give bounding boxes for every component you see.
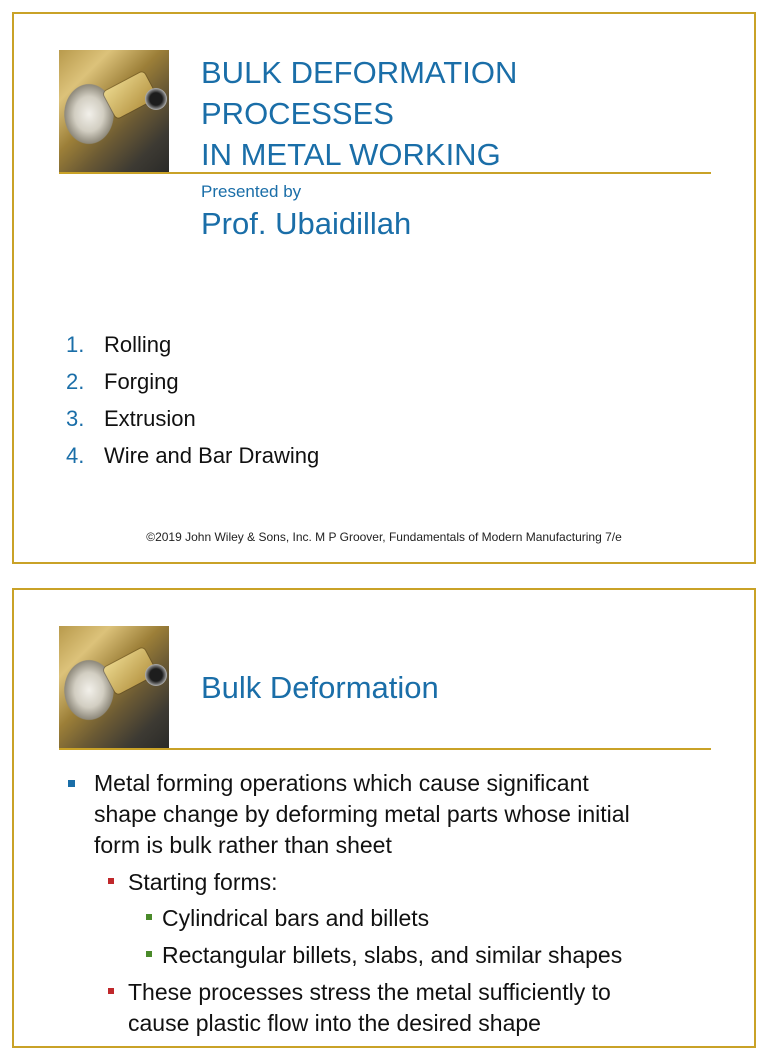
list-number: 2. <box>66 369 85 394</box>
slide-2-title: Bulk Deformation <box>201 670 439 705</box>
title-line: PROCESSES <box>201 96 394 131</box>
list-item <box>66 369 319 406</box>
title-line: BULK DEFORMATION <box>201 55 518 90</box>
title-line: IN METAL WORKING <box>201 137 501 172</box>
sub-bullet-text: These processes stress the metal sufficiently to <box>128 979 611 1005</box>
bullet-square-icon <box>68 780 75 787</box>
list-text: Rolling <box>104 332 172 357</box>
sub-bullet-text: Starting forms: <box>128 869 278 895</box>
title-divider <box>59 172 711 174</box>
slide-1-title <box>201 52 517 175</box>
bullet-text: Metal forming operations which cause significant <box>94 770 589 796</box>
sub-sub-bullet-square-icon <box>146 914 152 920</box>
list-text: Wire and Bar Drawing <box>104 443 320 468</box>
list-item <box>66 443 319 480</box>
outline-list <box>66 332 319 480</box>
tooling-photo <box>59 50 169 172</box>
sub-bullet-square-icon <box>108 988 114 994</box>
list-item <box>66 406 319 443</box>
list-number: 4. <box>66 443 85 468</box>
sub-bullet-square-icon <box>108 878 114 884</box>
list-number: 3. <box>66 406 85 431</box>
title-divider <box>59 748 711 750</box>
tooling-photo <box>59 626 169 748</box>
list-text: Forging <box>104 369 179 394</box>
bullet-text: form is bulk rather than sheet <box>94 832 392 858</box>
presented-by-label: Presented by <box>201 182 302 201</box>
bullet-text: shape change by deforming metal parts whose initial <box>94 801 630 827</box>
sub-sub-bullet-text: Cylindrical bars and billets <box>162 905 430 931</box>
list-text: Extrusion <box>104 406 196 431</box>
list-item <box>66 332 319 369</box>
copyright-footer: ©2019 John Wiley & Sons, Inc. M P Groover, Fundamentals of Modern Manufacturing 7/e <box>146 530 622 544</box>
sub-sub-bullet-text: Rectangular billets, slabs, and similar shapes <box>162 942 623 968</box>
slide-1 <box>12 12 756 564</box>
sub-bullet-text: cause plastic flow into the desired shape <box>128 1010 541 1036</box>
presenter-name: Prof. Ubaidillah <box>201 206 412 241</box>
sub-sub-bullet-square-icon <box>146 951 152 957</box>
list-number: 1. <box>66 332 85 357</box>
slide-2 <box>12 588 756 1048</box>
